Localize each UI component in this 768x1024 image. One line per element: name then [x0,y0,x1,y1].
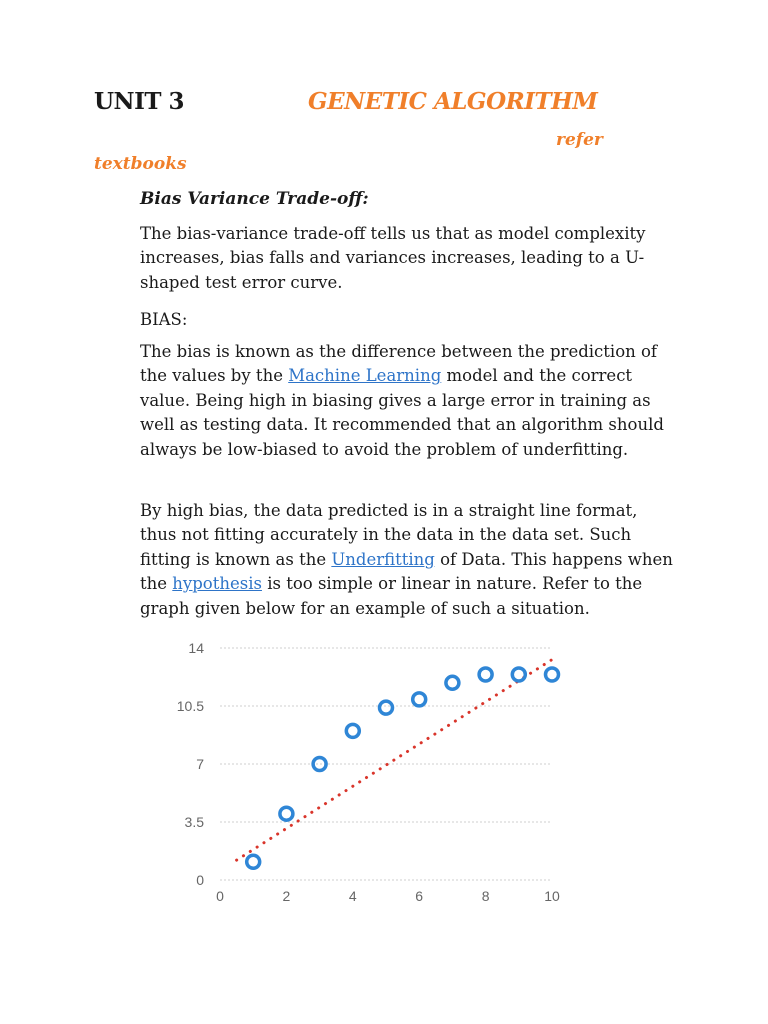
section-heading: Bias Variance Trade-off: [140,189,369,209]
textbooks-note: textbooks [94,154,187,174]
data-point [380,701,393,714]
underfit-text-a: By high bias, the data predicted is in a straight line format, thus not fitting accurately in the data in the data set. Such fitting is known as the [140,501,638,569]
x-tick-label: 10 [544,888,560,904]
bias-paragraph [140,340,678,462]
x-tick-label: 6 [415,888,424,904]
underfitting-paragraph [140,499,678,621]
hypothesis-link[interactable]: hypothesis [172,574,262,594]
x-tick-label: 2 [282,888,291,904]
intro-paragraph: The bias-variance trade-off tells us that as model complexity increases, bias falls and variances increases, leading to a U-shaped test error curve. [140,224,646,292]
y-tick-label: 10.5 [176,698,204,714]
bias-scatter-chart [160,635,570,910]
data-point [413,693,426,706]
data-point [479,668,492,681]
y-tick-label: 14 [188,640,204,656]
data-point [546,668,559,681]
data-point [512,668,525,681]
y-tick-label: 3.5 [184,814,204,830]
data-point [446,676,459,689]
trend-line [237,660,552,861]
x-tick-label: 8 [481,888,490,904]
underfit-text-b: of Data. This happens when the [140,549,673,594]
bias-text-b: model and the correct value. Being high in biasing gives a large error in training as well as testing data. It recommended that an algorithm should always be low-biased to avoid the problem of underfitting. [140,366,664,459]
y-tick-label: 0 [196,872,204,888]
refer-note: refer [556,130,603,150]
data-point [247,855,260,868]
bias-label: BIAS: [140,310,188,329]
unit-label: UNIT 3 [94,88,184,115]
data-point [280,807,293,820]
machine-learning-link[interactable]: Machine Learning [288,366,442,386]
x-tick-label: 0 [216,888,224,904]
data-point [346,724,359,737]
underfit-text-c: is too simple or linear in nature. Refer to the graph given below for an example of such a situation. [140,574,643,618]
bias-text-a: The bias is known as the difference between the prediction of the values by the [140,342,658,386]
underfitting-link[interactable]: Underfitting [331,549,435,569]
chapter-title: GENETIC ALGORITHM [308,88,598,115]
x-tick-label: 4 [348,888,357,904]
y-tick-label: 7 [196,756,204,772]
